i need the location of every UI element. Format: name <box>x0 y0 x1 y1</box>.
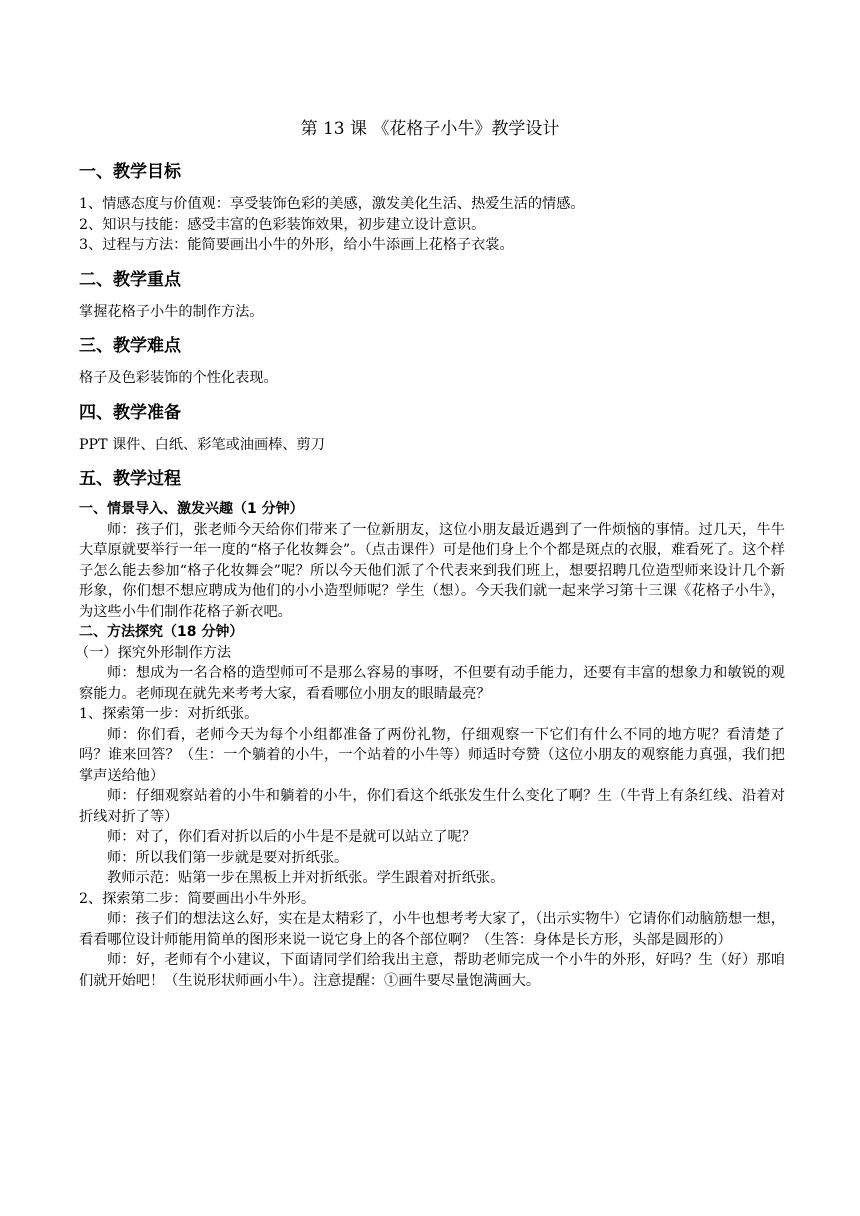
paragraph: 教师示范：贴第一步在黑板上并对折纸张。学生跟着对折纸张。 <box>107 870 505 886</box>
sub-heading: （一）探究外形制作方法 <box>75 644 232 661</box>
goal-item: 3、过程与方法：能简要画出小牛的外形，给小牛添画上花格子衣裳。 <box>79 237 514 253</box>
paragraph: 师：你们看，老师今天为每个小组都准备了两份礼物，仔细观察一下它们有什么不同的地方呢？看清楚了吗？谁来回答？（生：一个躺着的小牛，一个站着的小牛等）师适时夸赞（这位小朋友的观察能力真强，我们把掌声送给他） <box>79 726 785 784</box>
paragraph: 师：好，老师有个小建议，下面请同学们给我出主意，帮助老师完成一个小牛的外形，好吗？生（好）那咱们就开始吧！（生说形状师画小牛）。注意提醒：①画牛要尽量饱满画大。 <box>79 952 785 989</box>
paragraph: 师：对了，你们看对折以后的小牛是不是就可以站立了呢？ <box>107 829 476 845</box>
preparation-text: PPT 课件、白纸、彩笔或油画棒、剪刀 <box>79 436 325 453</box>
paragraph: 师：仔细观察站着的小牛和躺着的小牛，你们看这个纸张发生什么变化了啊？生（牛背上有条红线、沿着对折线对折了等） <box>79 788 785 825</box>
key-points-text: 掌握花格子小牛的制作方法。 <box>79 303 264 320</box>
heading-teaching-process: 五、教学过程 <box>79 469 181 489</box>
paragraph: 师：孩子们的想法这么好，实在是太精彩了，小牛也想考考大家了，（出示实物牛）它请你们动脑筋想一想，看看哪位设计师能用简单的图形来说一说它身上的各个部位啊？（生答：身体是长方形，头部是圆形的） <box>79 911 785 948</box>
difficulties-text: 格子及色彩装饰的个性化表现。 <box>79 370 278 386</box>
subheading-method-exploration: 二、方法探究（18 分钟） <box>79 624 244 640</box>
paragraph: 师：所以我们第一步就是要对折纸张。 <box>107 849 349 866</box>
goal-item: 2、知识与技能：感受丰富的色彩装饰效果，初步建立设计意识。 <box>79 216 486 233</box>
document-title: 第 13 课 《花格子小牛》教学设计 <box>300 119 560 139</box>
step-heading: 2、探索第二步：简要画出小牛外形。 <box>79 890 316 907</box>
heading-preparation: 四、教学准备 <box>79 402 181 423</box>
goal-item: 1、情感态度与价值观：享受装饰色彩的美感，激发美化生活、热爱生活的情感。 <box>79 196 585 212</box>
heading-difficulties: 三、教学难点 <box>79 336 181 356</box>
heading-key-points: 二、教学重点 <box>79 269 181 290</box>
paragraph: 师：想成为一名合格的造型师可不是那么容易的事呀，不但要有动手能力，还要有丰富的想象力和敏锐的观察能力。老师现在就先来考考大家，看看哪位小朋友的眼睛最亮？ <box>79 665 785 702</box>
paragraph: 师：孩子们，张老师今天给你们带来了一位新朋友，这位小朋友最近遇到了一件烦恼的事情。过几天，牛牛大草原就要举行一年一度的“格子化妆舞会”。（点击课件）可是他们身上个个都是斑点的衣服，难看死了。这个样子怎么能去参加“格子化妆舞会”呢？所以今天他们派了个代表来到我们班上，想要招聘几位造型师来设计几个新形象，你们想不想应聘成为他们的小小造型师呢？学生（想）。今天我们就一起来学习第十三课《花格子小牛》，为这些小牛们制作花格子新衣吧。 <box>79 521 785 620</box>
step-heading: 1、探索第一步：对折纸张。 <box>79 706 259 722</box>
subheading-introduction: 一、情景导入、激发兴趣（1 分钟） <box>79 501 304 517</box>
heading-teaching-goals: 一、教学目标 <box>79 162 181 182</box>
document-body <box>75 160 785 991</box>
